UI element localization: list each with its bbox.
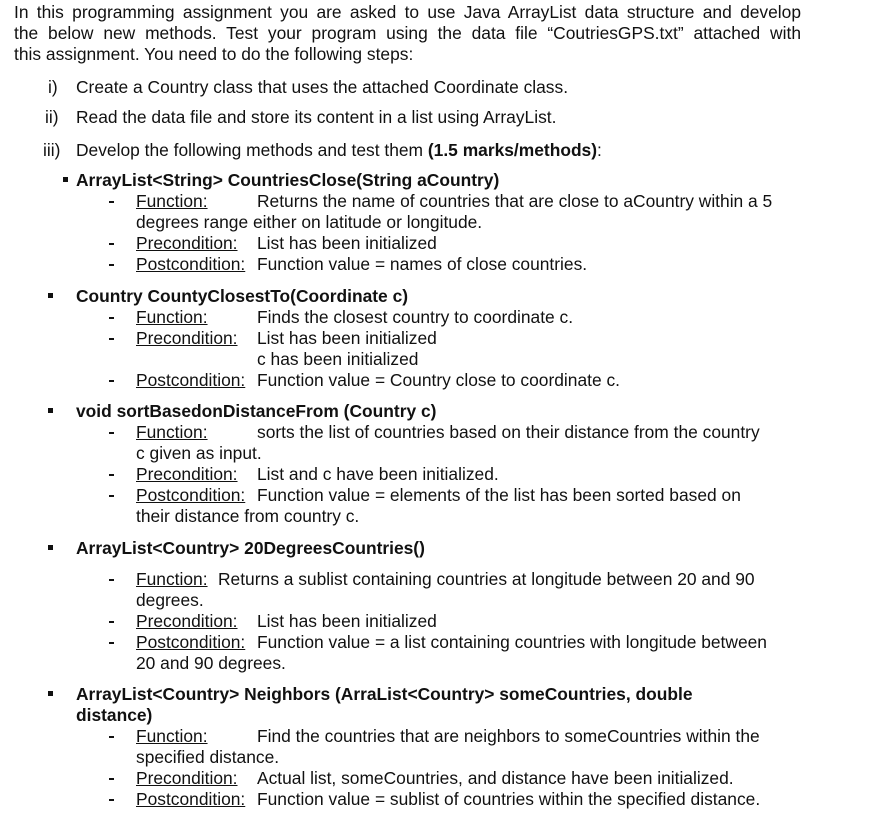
method-1-precondition-text: List has been initialized [257, 233, 437, 253]
dash-marker [109, 432, 114, 434]
bullet-square-3 [48, 408, 53, 413]
dash-marker [109, 579, 114, 581]
method-5-signature: ArrayList<Country> Neighbors (ArraList<Country> someCountries, double [76, 684, 693, 704]
dash-marker [109, 778, 114, 780]
step-number-2: ii) [45, 107, 59, 127]
method-2-function-label: Function: [136, 307, 208, 327]
step-text-2: Read the data file and store its content in a list using ArrayList. [76, 107, 557, 127]
method-2-signature: Country CountyClosestTo(Coordinate c) [76, 286, 409, 306]
dash-marker [109, 495, 114, 497]
method-2-postcondition-text: Function value = Country close to coordinate c. [257, 370, 620, 390]
method-5-function-label: Function: [136, 726, 208, 746]
dash-marker [109, 264, 114, 266]
method-1-precondition-label: Precondition: [136, 233, 238, 253]
method-1-function-cont: degrees range either on latitude or longitude. [136, 212, 483, 232]
method-5-signature-cont: distance) [76, 705, 153, 725]
dash-marker [109, 338, 114, 340]
bullet-square-4 [48, 545, 53, 550]
method-5-function-text: Find the countries that are neighbors to someCountries within the [257, 726, 760, 746]
method-1-function-label: Function: [136, 191, 208, 211]
method-2-function-text: Finds the closest country to coordinate c. [257, 307, 574, 327]
dash-marker [109, 621, 114, 623]
method-2-precondition-text-2: c has been initialized [257, 349, 419, 369]
method-4-precondition-text: List has been initialized [257, 611, 437, 631]
method-2-precondition-text: List has been initialized [257, 328, 437, 348]
method-5-postcondition-text: Function value = sublist of countries within the specified distance. [257, 789, 761, 809]
intro-line-1: In this programming assignment you are asked to use Java ArrayList data structure and develop [14, 2, 801, 22]
dash-marker [109, 380, 114, 382]
dash-marker [109, 243, 114, 245]
method-4-function-text: Returns a sublist containing countries at longitude between 20 and 90 [218, 569, 755, 589]
step-text-3-bold: (1.5 marks/methods) [427, 140, 598, 160]
dash-marker [109, 642, 114, 644]
method-4-signature: ArrayList<Country> 20DegreesCountries() [76, 538, 425, 558]
dash-marker [109, 201, 114, 203]
method-4-postcondition-cont: 20 and 90 degrees. [136, 653, 286, 673]
dash-marker [109, 736, 114, 738]
method-3-postcondition-cont: their distance from country c. [136, 506, 360, 526]
method-3-precondition-label: Precondition: [136, 464, 238, 484]
dash-marker [109, 317, 114, 319]
method-5-precondition-text: Actual list, someCountries, and distance have been initialized. [257, 768, 734, 788]
dash-marker [109, 474, 114, 476]
method-1-function-text: Returns the name of countries that are close to aCountry within a 5 [257, 191, 773, 211]
step-text-3-start: Develop the following methods and test them [76, 140, 428, 160]
bullet-square-2 [48, 293, 53, 298]
method-3-function-cont: c given as input. [136, 443, 262, 463]
method-3-function-text: sorts the list of countries based on their distance from the country [257, 422, 760, 442]
method-4-function-label: Function: [136, 569, 208, 589]
step-number-1: i) [48, 77, 58, 97]
method-3-postcondition-label: Postcondition: [136, 485, 246, 505]
method-2-precondition-label: Precondition: [136, 328, 238, 348]
step-text-1: Create a Country class that uses the attached Coordinate class. [76, 77, 569, 97]
step-text-3 [76, 140, 602, 161]
method-1-postcondition-text: Function value = names of close countries. [257, 254, 588, 274]
method-1-signature: ArrayList<String> CountriesClose(String aCountry) [76, 170, 500, 190]
method-4-postcondition-label: Postcondition: [136, 632, 246, 652]
dash-marker [109, 799, 114, 801]
method-3-postcondition-text: Function value = elements of the list has been sorted based on [257, 485, 741, 505]
intro-line-3: this assignment. You need to do the following steps: [14, 44, 414, 64]
method-3-signature: void sortBasedonDistanceFrom (Country c) [76, 401, 437, 421]
method-3-function-label: Function: [136, 422, 208, 442]
step-number-3: iii) [43, 140, 61, 160]
bullet-square-5 [48, 691, 53, 696]
method-5-precondition-label: Precondition: [136, 768, 238, 788]
method-2-postcondition-label: Postcondition: [136, 370, 246, 390]
method-3-precondition-text: List and c have been initialized. [257, 464, 499, 484]
method-4-postcondition-text: Function value = a list containing countries with longitude between [257, 632, 767, 652]
bullet-square-1 [63, 177, 68, 182]
intro-line-2: the below new methods. Test your program using the data file “CoutriesGPS.txt” attached with [14, 23, 801, 43]
method-4-precondition-label: Precondition: [136, 611, 238, 631]
step-text-3-end: : [597, 140, 602, 160]
method-4-function-cont: degrees. [136, 590, 204, 610]
method-5-function-cont: specified distance. [136, 747, 280, 767]
method-1-postcondition-label: Postcondition: [136, 254, 246, 274]
method-5-postcondition-label: Postcondition: [136, 789, 246, 809]
